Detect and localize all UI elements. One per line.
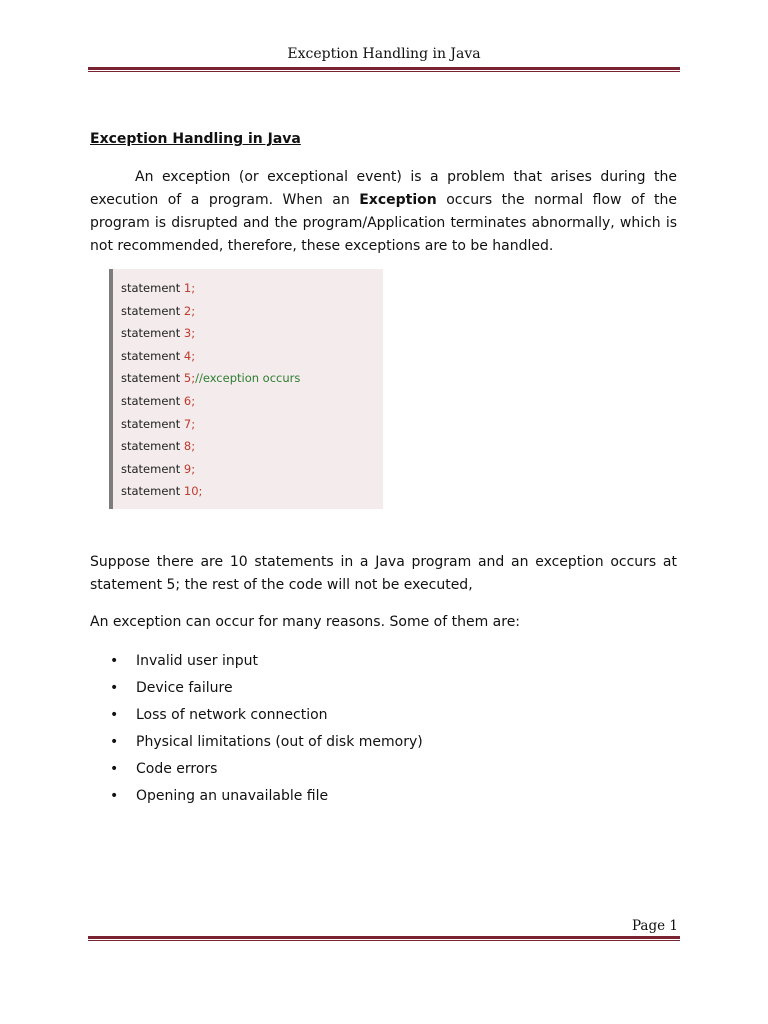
bullet-icon: • bbox=[110, 653, 119, 669]
bullet-icon: • bbox=[110, 707, 119, 723]
list-item: • Device failure bbox=[110, 677, 423, 704]
list-item: • Physical limitations (out of disk memory) bbox=[110, 731, 423, 758]
code-line: statement 8; bbox=[121, 439, 196, 453]
footer-divider bbox=[88, 936, 680, 941]
code-line: statement 4; bbox=[121, 349, 196, 363]
intro-bold-term: Exception bbox=[359, 192, 437, 208]
code-line: statement 9; bbox=[121, 462, 196, 476]
code-line: statement 5;//exception occurs bbox=[121, 371, 301, 385]
list-item: • Opening an unavailable file bbox=[110, 785, 423, 812]
code-line: statement 10; bbox=[121, 484, 203, 498]
list-item: • Code errors bbox=[110, 758, 423, 785]
bullet-icon: • bbox=[110, 788, 119, 804]
bullet-icon: • bbox=[110, 680, 119, 696]
explanation-paragraph: Suppose there are 10 statements in a Java program and an exception occurs at statement 5; the rest of the code will not be executed, bbox=[90, 554, 677, 593]
code-snippet bbox=[109, 269, 383, 509]
code-line: statement 1; bbox=[121, 281, 196, 295]
list-item: • Invalid user input bbox=[110, 650, 423, 677]
list-item: • Loss of network connection bbox=[110, 704, 423, 731]
intro-text-end: occurs the normal flow of the program is disrupted and the program/Application terminates abnormally, which is not recommended, therefore, these exceptions are to be handled. bbox=[90, 192, 677, 254]
reasons-list bbox=[110, 650, 423, 812]
code-line: statement 2; bbox=[121, 304, 196, 318]
reasons-intro: An exception can occur for many reasons. Some of them are: bbox=[90, 614, 521, 630]
intro-paragraph bbox=[90, 166, 677, 258]
page-number: Page 1 bbox=[631, 918, 678, 934]
code-line: statement 7; bbox=[121, 417, 196, 431]
header-divider bbox=[88, 67, 680, 72]
section-heading: Exception Handling in Java bbox=[90, 131, 301, 147]
bullet-icon: • bbox=[110, 761, 119, 777]
code-line: statement 3; bbox=[121, 326, 196, 340]
page-header-title: Exception Handling in Java bbox=[287, 46, 481, 62]
intro-text-start: An exception (or exceptional event) is a problem that arises during the execution of a program. When an bbox=[90, 169, 677, 208]
code-line: statement 6; bbox=[121, 394, 196, 408]
bullet-icon: • bbox=[110, 734, 119, 750]
